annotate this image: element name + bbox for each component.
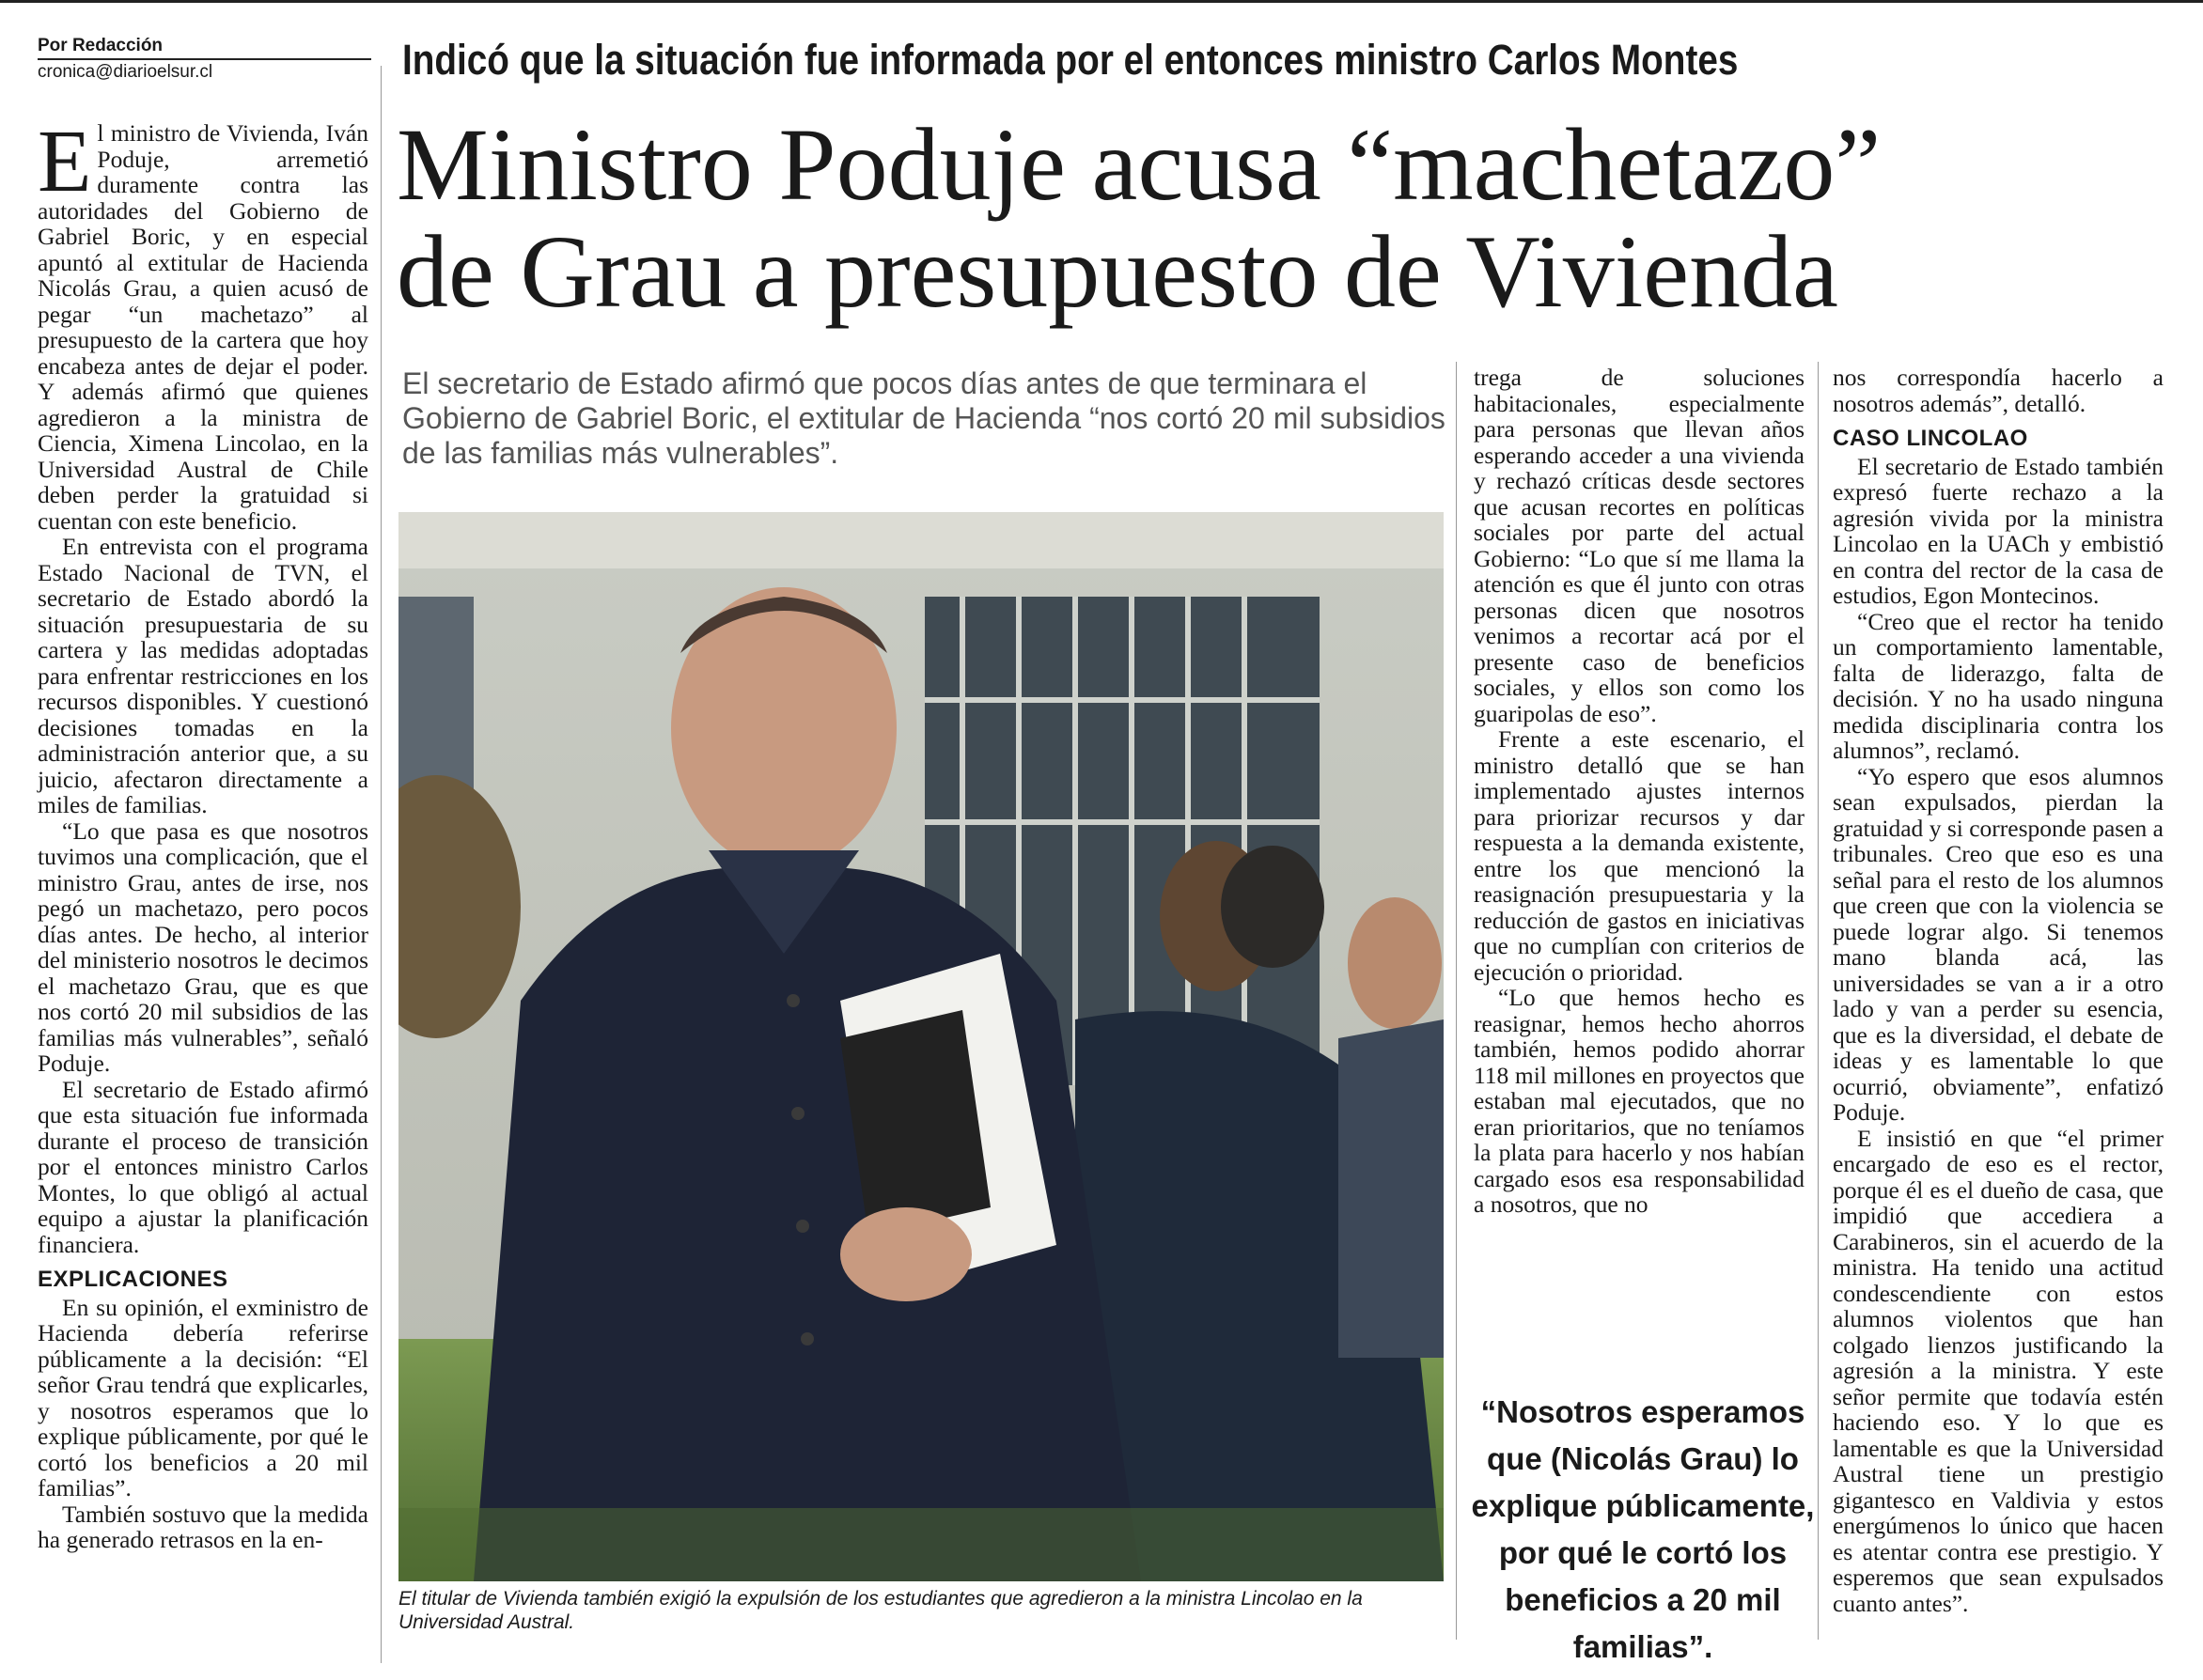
paragraph: También sostuvo que la medida ha generado retrasos en la en- [38, 1500, 368, 1553]
headline-line-2: de Grau a presupuesto de Vivienda [397, 214, 1838, 329]
top-rule [0, 0, 2203, 3]
pull-quote: “Nosotros esperamos que (Nicolás Grau) lo explique públicamente, por qué le cortó los beneficios a 20 mil familias”. [1471, 1394, 1815, 1664]
byline-email[interactable]: cronica@diarioelsur.cl [38, 62, 213, 82]
paragraph: “Yo espero que esos alumnos sean expulsados, pierdan la gratuidad y si corresponde pasen a tribunales. Creo que eso es una señal para el resto de los alumnos que creen que con la violencia se puede lograr algo. Si tenemos mano blanda acá, las universidades se van a ir a otro lado y van a perder su esencia, que es la diversidad, el debate de ideas y es lamentable lo que ocurrió, obviamente”, enfatizó Poduje. [1833, 762, 2164, 1126]
kicker: Indicó que la situación fue informada por el entonces ministro Carlos Montes [402, 36, 1739, 84]
article-column-3 [1474, 365, 1805, 1218]
section-heading-caso-lincolao: CASO LINCOLAO [1833, 426, 2028, 451]
headline [397, 107, 2164, 329]
headline-line-1: Ministro Poduje acusa “machetazo” [397, 107, 1882, 222]
deck: El secretario de Estado afirmó que pocos días antes de que terminara el Gobierno de Gabriel Boric, el extitular de Hacienda “nos cortó 20 mil subsidios de las familias más vulnerables”. [402, 366, 1445, 470]
dropcap: E [38, 113, 92, 210]
paragraph: “Lo que pasa es que nosotros tuvimos una complicación, que el ministro Grau, antes de irse, nos pegó un machetazo, pero pocos días antes. De hecho, al interior del ministerio nosotros le decimos el machetazo Grau, que es que nos cortó 20 mil subsidios de las familias más vulnerables”, señaló Poduje. [38, 817, 368, 1077]
article-column-4 [1833, 365, 2164, 1616]
paragraph: El secretario de Estado afirmó que esta situación fue informada durante el proceso de transición por el entonces ministro Carlos Montes, lo que obligó al actual equipo a ajustar la planificación financiera. [38, 1075, 368, 1258]
paragraph-lead [38, 113, 368, 535]
photo-illustration [398, 512, 1444, 1581]
paragraph: trega de soluciones habitacionales, especialmente para personas que llevan años esperando acceder a una vivienda y rechazó críticas desde sectores que acusan recortes en políticas sociales por parte del actual Gobierno: “Lo que sí me llama la atención es que él junto con otras personas dicen que nosotros venimos a recortar acá por el presente caso de beneficios sociales, y ellos son como los guaripolas de eso”. [1474, 364, 1805, 727]
article-column-1 [38, 113, 368, 1553]
paragraph: “Lo que hemos hecho es reasignar, hemos hecho ahorros también, hemos podido ahorrar 118 mil millones en proyectos que estaban mal ejecutados, que no eran prioritarios, que no teníamos la plata para hacerlo y nos habían cargado esos esa responsabilidad a nosotros, que no [1474, 984, 1805, 1218]
article-photo [398, 512, 1444, 1581]
column-divider [1456, 362, 1457, 1640]
paragraph: En entrevista con el programa Estado Nacional de TVN, el secretario de Estado abordó la situación presupuestaria de su cartera y las medidas adoptadas para enfrentar restricciones en los recursos disponibles. Y cuestionó decisiones tomadas en la administración anterior que, a su juicio, afectaron directamente a miles de familias. [38, 533, 368, 818]
section-heading-explicaciones: EXPLICACIONES [38, 1267, 228, 1292]
byline [38, 36, 371, 83]
paragraph: E insistió en que “el primer encargado de eso es el rector, porque él es el dueño de casa, que impidió que accediera a Carabineros, sin el acuerdo de la ministra. Ha tenido una actitud condescendiente con estos alumnos violentos que han colgado lienzos justificando la agresión a la ministra. Y este señor permite que todavía estén haciendo eso. Y lo que es lamentable es que la Universidad Austral tiene un prestigio gigantesco en Valdivia y estos energúmenos lo único que hacen es atentar contra ese prestigio. Y esperemos que sean expulsados cuanto antes”. [1833, 1124, 2164, 1617]
paragraph: nos correspondía hacerlo a nosotros además”, detalló. [1833, 364, 2164, 417]
paragraph-lead-text: l ministro de Vivienda, Iván Poduje, arremetió duramente contra las autoridades del Gobierno de Gabriel Boric, y en especial apuntó al extitular de Hacienda Nicolás Grau, a quien acusó de pegar “un machetazo” al presupuesto de la cartera que hoy encabeza antes de dejar el poder. Y además afirmó que quienes agredieron a la ministra de Ciencia, Ximena Lincolao, en la Universidad Austral de Chile deben perder la gratuidad si cuentan con este beneficio. [38, 119, 368, 535]
paragraph: El secretario de Estado también expresó fuerte rechazo a la agresión vivida por la ministra Lincolao en la UACh y embistió en contra del rector de la casa de estudios, Egon Montecinos. [1833, 452, 2164, 609]
column-divider [1818, 362, 1819, 1640]
column-divider [381, 66, 382, 1663]
paragraph: Frente a este escenario, el ministro detalló que se han implementado ajustes internos para priorizar recursos y dar respuesta a la demanda existente, entre los que mencionó la reasignación presupuestaria y la reducción de gastos en iniciativas que no cumplían con criterios de ejecución o prioridad. [1474, 725, 1805, 986]
byline-author: Por Redacción [38, 36, 371, 60]
paragraph: En su opinión, el exministro de Hacienda debería referirse públicamente a la decisión: “El señor Grau tendrá que explicarles, y nosotros esperamos que lo explique públicamente, por qué le cortó los beneficios a 20 mil familias”. [38, 1293, 368, 1501]
paragraph: “Creo que el rector ha tenido un comportamiento lamentable, falta de liderazgo, falta de decisión. Y no ha usado ninguna medida disciplinaria contra los alumnos”, reclamó. [1833, 607, 2164, 764]
photo-caption: El titular de Vivienda también exigió la expulsión de los estudiantes que agredieron a la ministra Lincolao en la Universidad Austral. [398, 1588, 1363, 1633]
